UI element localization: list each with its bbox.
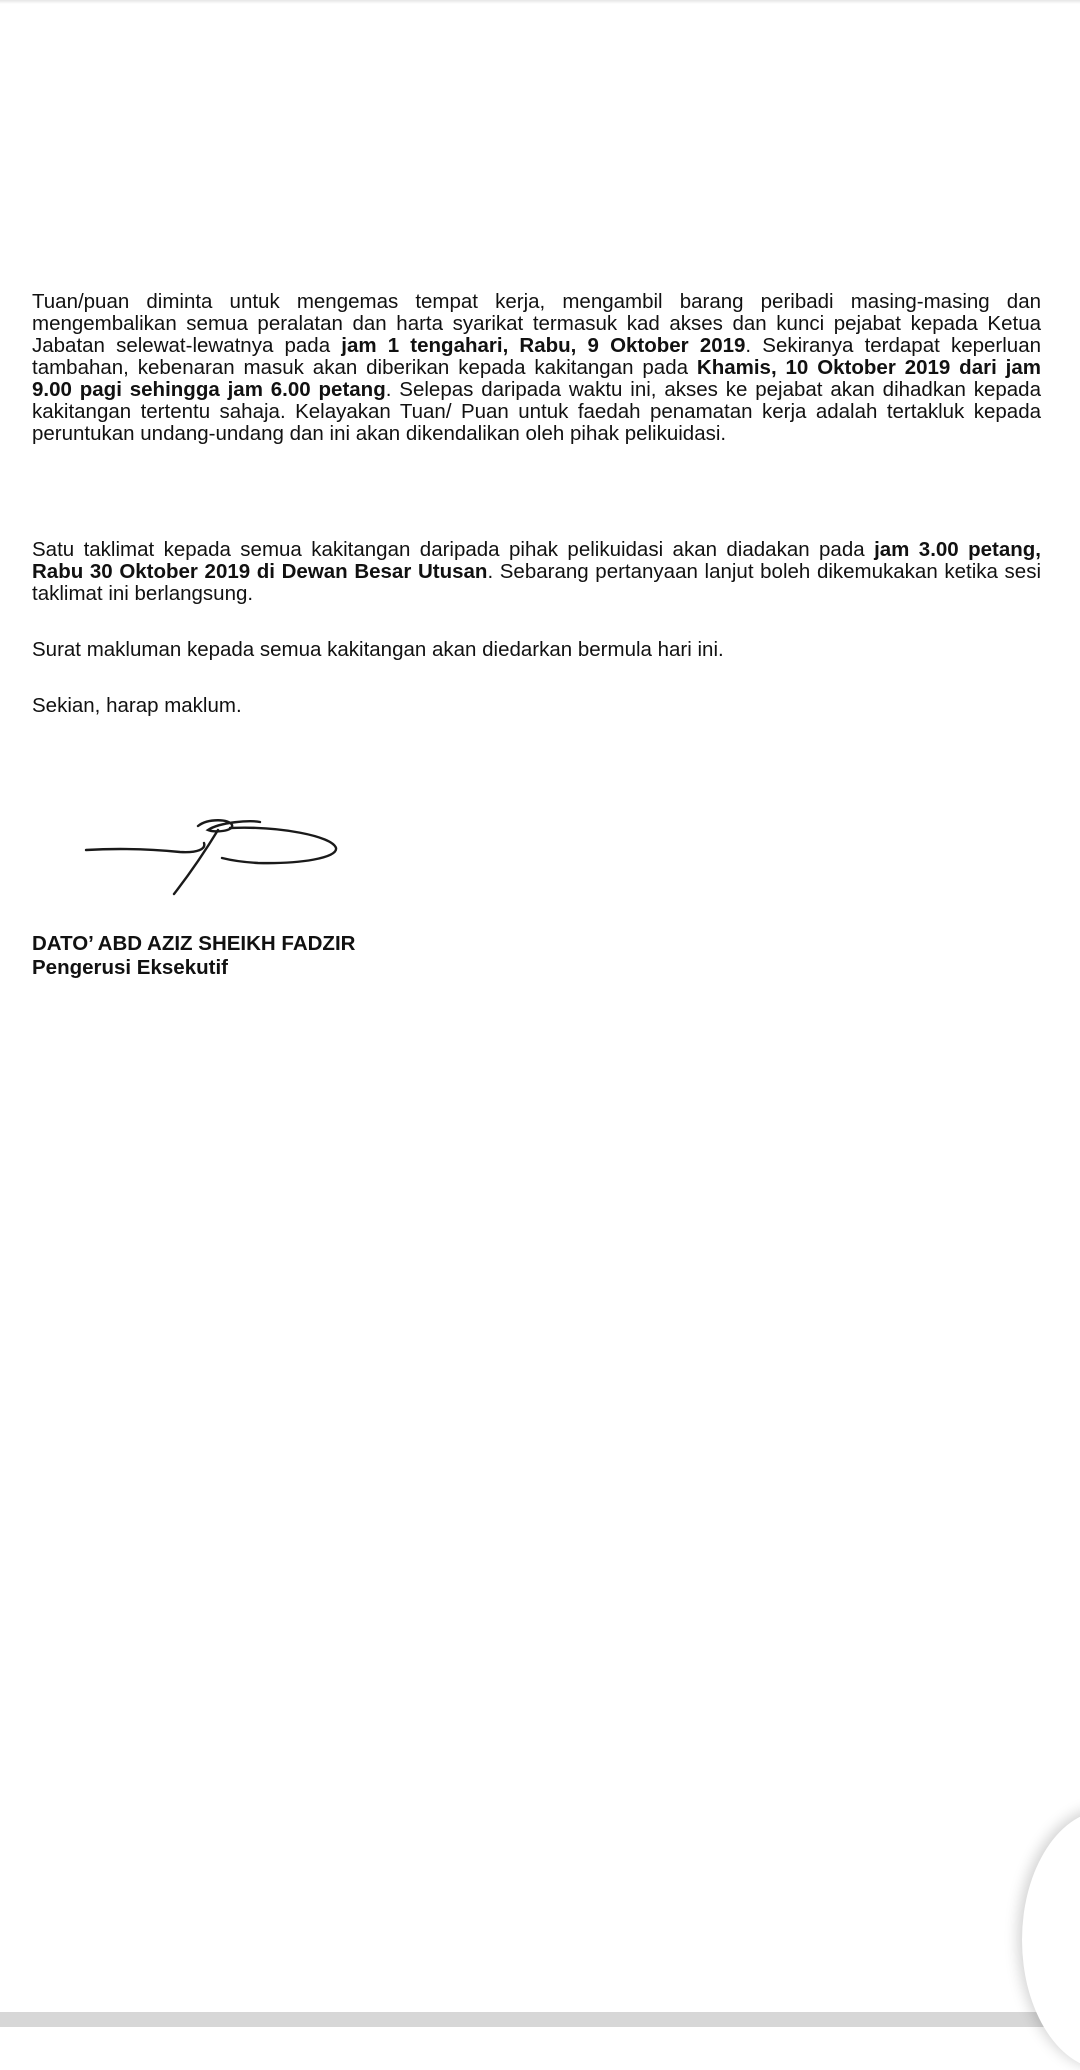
body-text: . Sebarang pertanyaan lanjut boleh dikemukakan ketika sesi taklimat ini berlangsung. [32, 560, 1041, 605]
signer-title: Pengerusi Eksekutif [32, 956, 228, 979]
body-text: . Selepas daripada waktu ini, akses ke pejabat akan dihadkan kepada kakitangan tertentu sahaja. Kelayakan Tuan/ Puan untuk faedah penamatan kerja adalah tertakluk kepada peruntukan undang-undang dan ini akan dikendalikan oleh pihak pelikuidasi. [32, 378, 1041, 445]
signer-name: DATO’ ABD AZIZ SHEIKH FADZIR [32, 932, 356, 955]
emphasis-text: jam 1 tengahari, Rabu, 9 Oktober 2019 [341, 334, 746, 357]
emphasis-text: Khamis, 10 Oktober 2019 dari jam 9.00 pagi sehingga jam 6.00 petang [32, 356, 1041, 401]
paragraph-notice: Surat makluman kepada semua kakitangan akan diedarkan bermula hari ini. [32, 638, 724, 661]
page-corner-curl [1022, 1810, 1080, 2070]
letter-body [32, 291, 1041, 717]
paragraph-closing: Sekian, harap maklum. [32, 694, 242, 717]
body-text: Satu taklimat kepada semua kakitangan daripada pihak pelikuidasi akan diadakan pada [32, 538, 875, 561]
page-bottom-edge [0, 2012, 1080, 2027]
page-top-edge [0, 0, 1080, 4]
emphasis-text: jam 3.00 petang, Rabu 30 Oktober 2019 di Dewan Besar Utusan [32, 538, 1041, 583]
paragraph-instructions [32, 291, 1041, 511]
body-text: Tuan/puan diminta untuk mengemas tempat kerja, mengambil barang peribadi masing-masing dan mengembalikan semua peralatan dan harta syarikat termasuk kad akses dan kunci pejabat kepada Ketua Jabatan selewat-lewatnya pada [32, 290, 1041, 357]
body-text: . Sekiranya terdapat keperluan tambahan, kebenaran masuk akan diberikan kepada kakitangan pada [32, 334, 1041, 379]
signature-image [80, 808, 350, 908]
paragraph-briefing [32, 539, 1041, 605]
signature-block [32, 932, 355, 980]
